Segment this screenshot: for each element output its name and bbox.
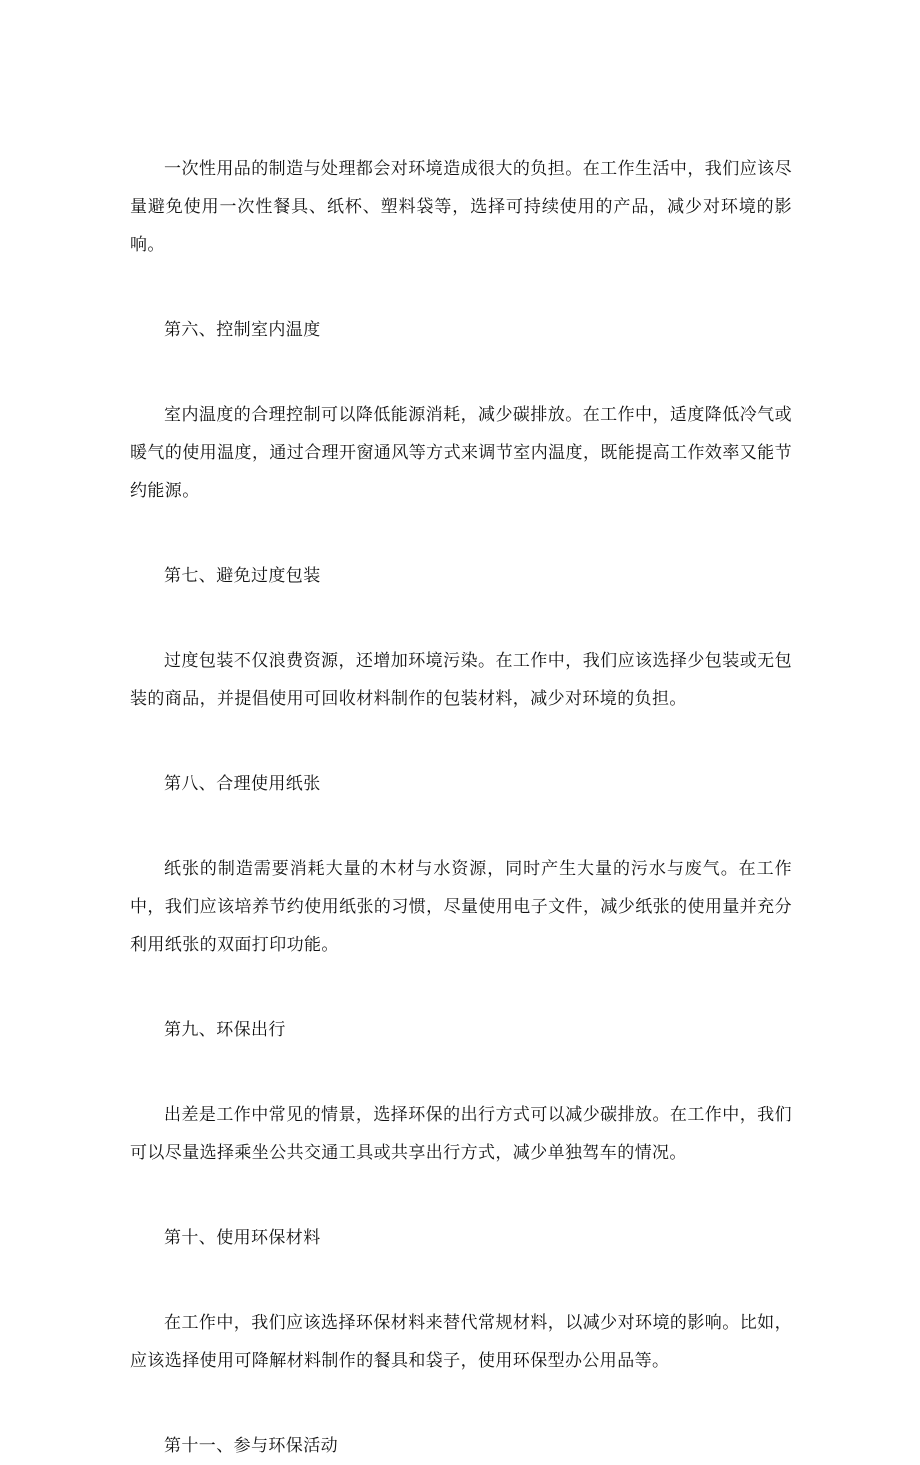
- spacer: [130, 349, 792, 396]
- spacer: [130, 803, 792, 850]
- paragraph-disposable-items: 一次性用品的制造与处理都会对环境造成很大的负担。在工作生活中，我们应该尽量避免使用一次性餐具、纸杯、塑料袋等，选择可持续使用的产品，减少对环境的影响。: [130, 159, 792, 255]
- spacer: [130, 595, 792, 642]
- spacer: [130, 1257, 792, 1304]
- paragraph-indoor-temperature: 室内温度的合理控制可以降低能源消耗，减少碳排放。在工作中，适度降低冷气或暖气的使用温度，通过合理开窗通风等方式来调节室内温度，既能提高工作效率又能节约能源。: [130, 405, 792, 501]
- spacer: [130, 1049, 792, 1096]
- heading-green-travel: 第九、环保出行: [164, 1020, 286, 1040]
- heading-avoid-over-packaging: 第七、避免过度包装: [164, 566, 321, 586]
- heading-eco-materials: 第十、使用环保材料: [164, 1228, 321, 1248]
- paragraph-paper: 纸张的制造需要消耗大量的木材与水资源，同时产生大量的污水与废气。在工作中，我们应该培养节约使用纸张的习惯，尽量使用电子文件，减少纸张的使用量并充分利用纸张的双面打印功能。: [130, 859, 792, 955]
- heading-control-indoor-temperature: 第六、控制室内温度: [164, 320, 321, 340]
- spacer: [130, 1380, 792, 1427]
- spacer: [130, 264, 792, 311]
- document-body: [130, 150, 792, 1465]
- heading-use-paper-wisely: 第八、合理使用纸张: [164, 774, 321, 794]
- spacer: [130, 1172, 792, 1219]
- spacer: [130, 510, 792, 557]
- paragraph-travel: 出差是工作中常见的情景，选择环保的出行方式可以减少碳排放。在工作中，我们可以尽量选择乘坐公共交通工具或共享出行方式，减少单独驾车的情况。: [130, 1105, 792, 1163]
- paragraph-materials: 在工作中，我们应该选择环保材料来替代常规材料，以减少对环境的影响。比如，应该选择使用可降解材料制作的餐具和袋子，使用环保型办公用品等。: [130, 1313, 792, 1371]
- paragraph-packaging: 过度包装不仅浪费资源，还增加环境污染。在工作中，我们应该选择少包装或无包装的商品，并提倡使用可回收材料制作的包装材料，减少对环境的负担。: [130, 651, 792, 709]
- heading-join-eco-activities: 第十一、参与环保活动: [164, 1436, 338, 1456]
- spacer: [130, 718, 792, 765]
- spacer: [130, 964, 792, 1011]
